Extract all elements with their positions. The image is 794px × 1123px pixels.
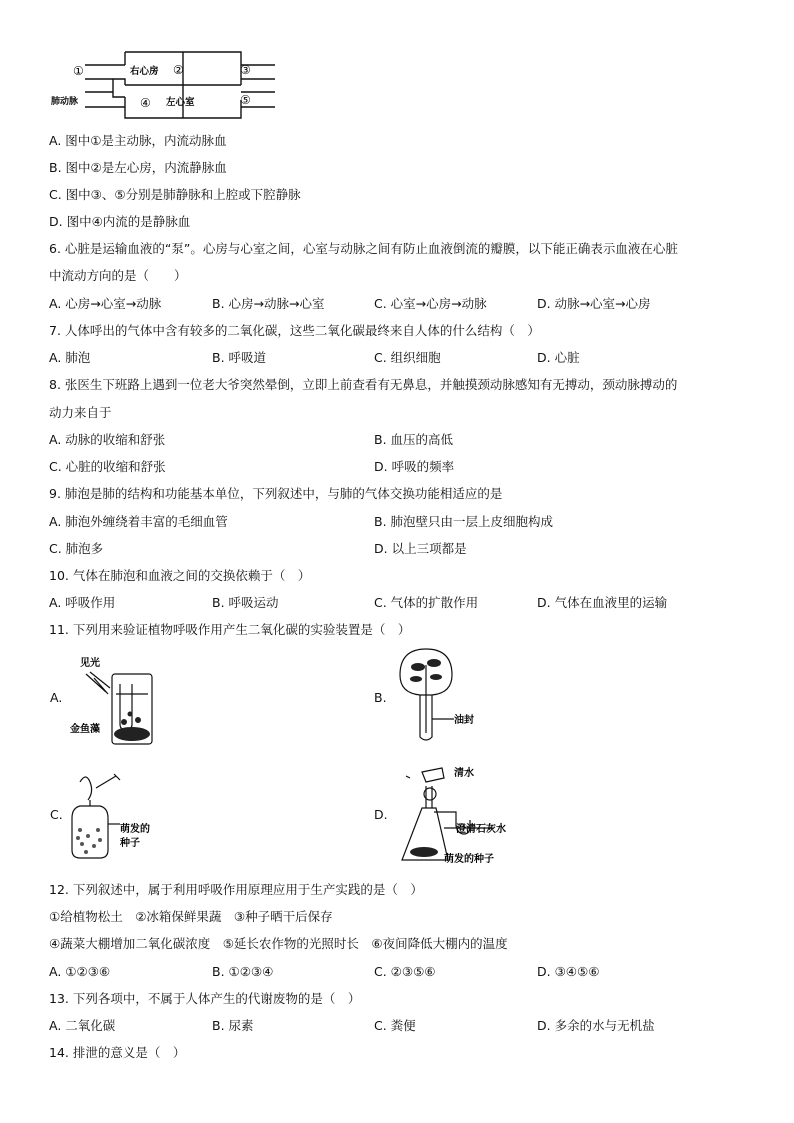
q12-option-b: B. ①②③④ (212, 964, 274, 979)
q10-option-d: D. 气体在血液里的运输 (537, 595, 668, 610)
q6-option-b: B. 心房→动脉→心室 (212, 296, 325, 311)
q9-option-a: A. 肺泡外缠绕着丰富的毛细血管 (49, 514, 228, 529)
q8-option-c: C. 心脏的收缩和舒张 (49, 459, 166, 474)
figure-a-aquatic-plant (68, 654, 158, 750)
q8-option-d: D. 呼吸的频率 (374, 459, 455, 474)
q13-stem: 13. 下列各项中，不属于人体产生的代谢废物的是（ ） (49, 991, 361, 1006)
figure-b-plant-tube (392, 645, 482, 745)
q12-items-line2: ④蔬菜大棚增加二氧化碳浓度 ⑤延长农作物的光照时长 ⑥夜间降低大棚内的温度 (49, 936, 508, 951)
label-n1: ① (73, 64, 84, 78)
label-n4: ④ (140, 96, 151, 110)
figure-c-seeds-bottle (66, 770, 166, 862)
q5-option-d: D. 图中④内流的是静脉血 (49, 214, 191, 229)
q11-stem: 11. 下列用来验证植物呼吸作用产生二氧化碳的实验装置是（ ） (49, 622, 411, 637)
q11-option-d: D. (374, 807, 388, 822)
fig-d-water-label: 清水 (454, 768, 474, 779)
label-n2: ② (173, 63, 184, 77)
q14-stem: 14. 排泄的意义是（ ） (49, 1045, 186, 1060)
figure-d-flask-apparatus (396, 764, 536, 869)
q9-option-b: B. 肺泡壁只由一层上皮细胞构成 (374, 514, 554, 529)
q11-option-c: C. (50, 807, 63, 822)
q13-option-c: C. 粪便 (374, 1018, 416, 1033)
fig-d-limewater-label: 澄清石灰水 (456, 824, 506, 835)
q9-option-d: D. 以上三项都是 (374, 541, 467, 556)
q7-option-b: B. 呼吸道 (212, 350, 267, 365)
heart-diagram (45, 45, 275, 125)
q12-items-line1: ①给植物松土 ②冰箱保鲜果蔬 ③种子晒干后保存 (49, 909, 333, 924)
q11-option-a: A. (50, 690, 63, 705)
q13-option-a: A. 二氧化碳 (49, 1018, 116, 1033)
q13-option-d: D. 多余的水与无机盐 (537, 1018, 655, 1033)
label-right-atrium: 右心房 (130, 66, 159, 77)
q6-option-c: C. 心室→心房→动脉 (374, 296, 487, 311)
q12-stem: 12. 下列叙述中，属于利用呼吸作用原理应用于生产实践的是（ ） (49, 882, 423, 897)
q7-stem: 7. 人体呼出的气体中含有较多的二氧化碳，这些二氧化碳最终来自人体的什么结构（ ） (49, 323, 540, 338)
q6-stem-line2: 中流动方向的是（ ） (49, 268, 187, 283)
q11-option-b: B. (374, 690, 387, 705)
fig-a-light-label: 见光 (80, 658, 100, 669)
fig-d-seeds-label: 萌发的种子 (444, 854, 494, 865)
q6-option-d: D. 动脉→心室→心房 (537, 296, 651, 311)
q7-option-a: A. 肺泡 (49, 350, 91, 365)
q7-option-c: C. 组织细胞 (374, 350, 441, 365)
q6-stem-line1: 6. 心脏是运输血液的“泵”。心房与心室之间，心室与动脉之间有防止血液倒流的瓣膜，以下能正确表示血液在心脏 (49, 241, 678, 256)
q8-option-b: B. 血压的高低 (374, 432, 454, 447)
q7-option-d: D. 心脏 (537, 350, 580, 365)
q8-stem-line2: 动力来自于 (49, 405, 112, 420)
q6-option-a: A. 心房→心室→动脉 (49, 296, 162, 311)
q12-option-d: D. ③④⑤⑥ (537, 964, 600, 979)
q9-option-c: C. 肺泡多 (49, 541, 104, 556)
label-n3: ③ (240, 63, 251, 77)
q12-option-a: A. ①②③⑥ (49, 964, 111, 979)
q9-stem: 9. 肺泡是肺的结构和功能基本单位，下列叙述中，与肺的气体交换功能相适应的是 (49, 486, 503, 501)
q12-option-c: C. ②③⑤⑥ (374, 964, 436, 979)
fig-b-oil-label: 油封 (454, 715, 474, 726)
label-n5: ⑤ (240, 93, 251, 107)
q5-option-b: B. 图中②是左心房，内流静脉血 (49, 160, 227, 175)
fig-c-seeds-label-1: 萌发的 (120, 824, 150, 835)
q5-option-a: A. 图中①是主动脉，内流动脉血 (49, 133, 227, 148)
label-pulmonary-artery: 肺动脉 (51, 97, 79, 107)
fig-c-seeds-label-2: 种子 (120, 838, 140, 849)
q13-option-b: B. 尿素 (212, 1018, 254, 1033)
q10-stem: 10. 气体在肺泡和血液之间的交换依赖于（ ） (49, 568, 311, 583)
fig-a-plant-label: 金鱼藻 (70, 724, 100, 735)
q10-option-a: A. 呼吸作用 (49, 595, 116, 610)
q8-option-a: A. 动脉的收缩和舒张 (49, 432, 166, 447)
q8-stem-line1: 8. 张医生下班路上遇到一位老大爷突然晕倒，立即上前查看有无鼻息，并触摸颈动脉感知有无搏动，颈动脉搏动的 (49, 377, 678, 392)
q5-option-c: C. 图中③、⑤分别是肺静脉和上腔或下腔静脉 (49, 187, 301, 202)
q10-option-c: C. 气体的扩散作用 (374, 595, 479, 610)
q10-option-b: B. 呼吸运动 (212, 595, 279, 610)
label-left-ventricle: 左心室 (166, 97, 195, 108)
